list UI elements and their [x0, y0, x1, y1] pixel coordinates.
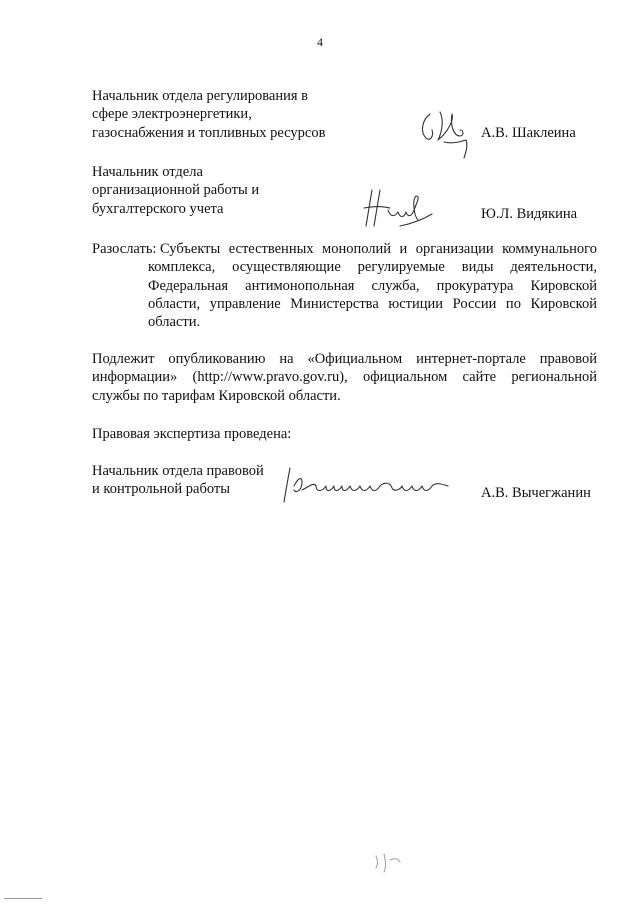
distribution-line: области. [148, 314, 201, 331]
signatory-1-title-line: газоснабжения и топливных ресурсов [92, 124, 326, 141]
legal-review-title [92, 462, 264, 499]
publication-line: службы по тарифам Кировской области. [92, 387, 341, 404]
distribution-line: области, управление Министерства юстиции России по Кировской [148, 295, 597, 312]
handwritten-mark [372, 850, 402, 876]
signatory-1-name: А.В. Шаклеина [481, 125, 576, 141]
signatory-1-title [92, 87, 325, 142]
legal-review-heading: Правовая экспертиза проведена: [92, 426, 292, 442]
distribution-label: Разослать: [92, 241, 157, 257]
legal-review-name: А.В. Вычегжанин [481, 485, 591, 501]
distribution-list [160, 240, 597, 258]
distribution-list-continued [148, 258, 597, 331]
signatory-2-title-line: бухгалтерского учета [92, 200, 224, 217]
signatory-2-name: Ю.Л. Видякина [481, 206, 578, 222]
signature-3 [280, 464, 460, 508]
signature-2 [360, 186, 440, 238]
page-number: 4 [317, 35, 323, 49]
legal-review-title-line: Начальник отдела правовой [92, 463, 264, 479]
signatory-2-title [92, 163, 259, 218]
signatory-1-title-line: Начальник отдела регулирования в [92, 88, 309, 104]
publication-line: информации» (http://www.pravo.gov.ru), официальном сайте региональной [92, 369, 597, 386]
page-edge-mark [4, 898, 42, 899]
distribution-line: комплекса, осуществляющие регулируемые виды деятельности, [148, 259, 597, 276]
legal-review-title-line: и контрольной работы [92, 481, 230, 498]
publication-note [92, 350, 597, 405]
distribution-line: Федеральная антимонопольная служба, прокуратура Кировской [148, 277, 597, 294]
signature-1 [418, 106, 478, 162]
distribution-line: Субъекты естественных монополий и организации коммунального [160, 241, 597, 257]
signatory-2-title-line: организационной работы и [92, 182, 260, 199]
signatory-2-title-line: Начальник отдела [92, 164, 203, 180]
signatory-1-title-line: сфере электроэнергетики, [92, 106, 252, 123]
publication-line: Подлежит опубликованию на «Официальном интернет-портале правовой [92, 351, 597, 367]
